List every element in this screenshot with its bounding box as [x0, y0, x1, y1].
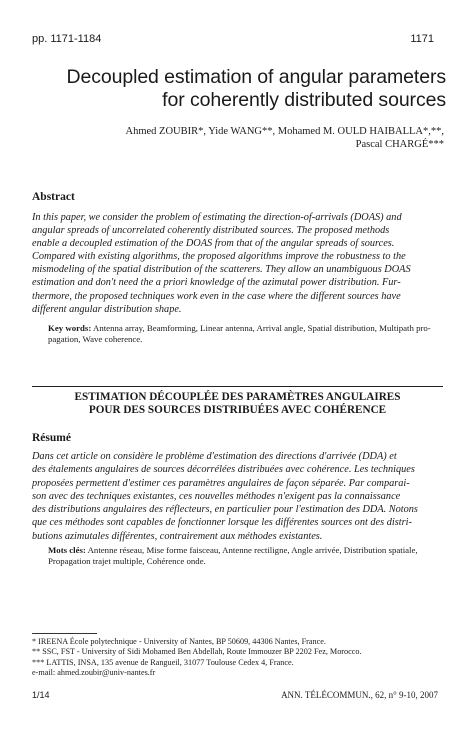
resume-line: proposées permettent d'estimer ces paramètres angulaires de façon séparée. Par comparai-: [32, 477, 410, 489]
mots-cles-label: Mots clés:: [48, 545, 86, 555]
abstract-line: enable a decoupled estimation of the DOAS from that of the angular spreads of sources.: [32, 238, 395, 250]
paper-title: [48, 66, 446, 112]
page-number: 1171: [410, 33, 434, 45]
abstract-line: Compared with existing algorithms, the proposed algorithms improve the robustness to the: [32, 251, 406, 263]
authors-line: Pascal CHARGÉ***: [355, 138, 444, 150]
title-line: for coherently distributed sources: [162, 89, 446, 111]
abstract-line: thermore, the proposed techniques work even in the case where the different sources have: [32, 290, 401, 302]
abstract-line: In this paper, we consider the problem of estimating the direction-of-arrivals (DOAS) and: [32, 212, 402, 223]
title-line: Decoupled estimation of angular parameters: [66, 66, 446, 88]
mots-cles-line: Propagation trajet multiple, Cohérence onde.: [48, 556, 206, 566]
abstract-text: [32, 211, 442, 316]
footnote: *** LATTIS, INSA, 135 avenue de Rangueil, 31077 Toulouse Cedex 4, France.: [32, 657, 294, 667]
resume-text: [32, 450, 444, 543]
resume-heading: Résumé: [32, 432, 71, 444]
keywords-line: pagation, Wave coherence.: [48, 334, 143, 344]
french-title-line: POUR DES SOURCES DISTRIBUÉES AVEC COHÉRENCE: [88, 404, 387, 416]
resume-line: butions azimutales différentes, contrairement aux méthodes existantes.: [32, 530, 323, 542]
abstract-line: estimation and don't need the a priori knowledge of the azimutal power distribution. Fur-: [32, 277, 401, 289]
keywords-label: Key words:: [48, 323, 92, 333]
abstract-line: angular spreads of uncorrelated coherently distributed sources. The proposed methods: [32, 225, 390, 237]
journal-citation: ANN. TÉLÉCOMMUN., 62, n° 9-10, 2007: [281, 690, 438, 700]
abstract-heading: Abstract: [32, 191, 75, 203]
resume-line: son avec des techniques existantes, ces nouvelles méthodes n'exigent pas la connaissance: [32, 490, 401, 502]
abstract-line: mismodeling of the spatial distribution of the scatterers. They allow an unambiguous DOAS: [32, 264, 411, 276]
footnote: ** SSC, FST - University of Sidi Mohamed Ben Abdellah, Route Immouzer BP 2202 Fez, Morocco.: [32, 647, 362, 657]
resume-line: des distributions angulaires des réflecteurs, en particulier pour l'estimation des DDA. Notons: [32, 504, 418, 516]
keywords-line: Antenna array, Beamforming, Linear antenna, Arrival angle, Spatial distribution, Multipath pro-: [92, 323, 431, 333]
page-count: 1/14: [32, 690, 50, 700]
page-range: pp. 1171-1184: [32, 33, 102, 45]
footnote-divider: [32, 633, 97, 634]
authors-line: Ahmed ZOUBIR*, Yide WANG**, Mohamed M. OULD HAIBALLA*,**,: [125, 126, 444, 137]
french-title-line: ESTIMATION DÉCOUPLÉE DES PARAMÈTRES ANGULAIRES: [74, 391, 401, 403]
resume-line: que ces méthodes sont capables de fonctionner lorsque les différentes sources ont des distri-: [32, 517, 412, 529]
footnote: * IREENA École polytechnique - University of Nantes, BP 50609, 44306 Nantes, France.: [32, 637, 326, 646]
mots-cles: [48, 545, 448, 567]
french-title: [32, 391, 443, 417]
keywords: [48, 323, 448, 345]
footnotes: [32, 637, 362, 679]
resume-line: Dans cet article on considère le problème d'estimation des directions d'arrivée (DDA) et: [32, 451, 397, 462]
abstract-line: different angular distribution shape.: [32, 303, 182, 315]
section-divider: [32, 386, 443, 387]
authors: [126, 126, 444, 151]
footnote-email: e-mail: ahmed.zoubir@univ-nantes.fr: [32, 668, 156, 678]
resume-line: des étalements angulaires de sources décorrélées distribuées avec cohérence. Les techniques: [32, 464, 415, 476]
mots-cles-line: Antenne réseau, Mise forme faisceau, Antenne rectiligne, Angle arrivée, Distribution spatiale,: [87, 545, 418, 555]
